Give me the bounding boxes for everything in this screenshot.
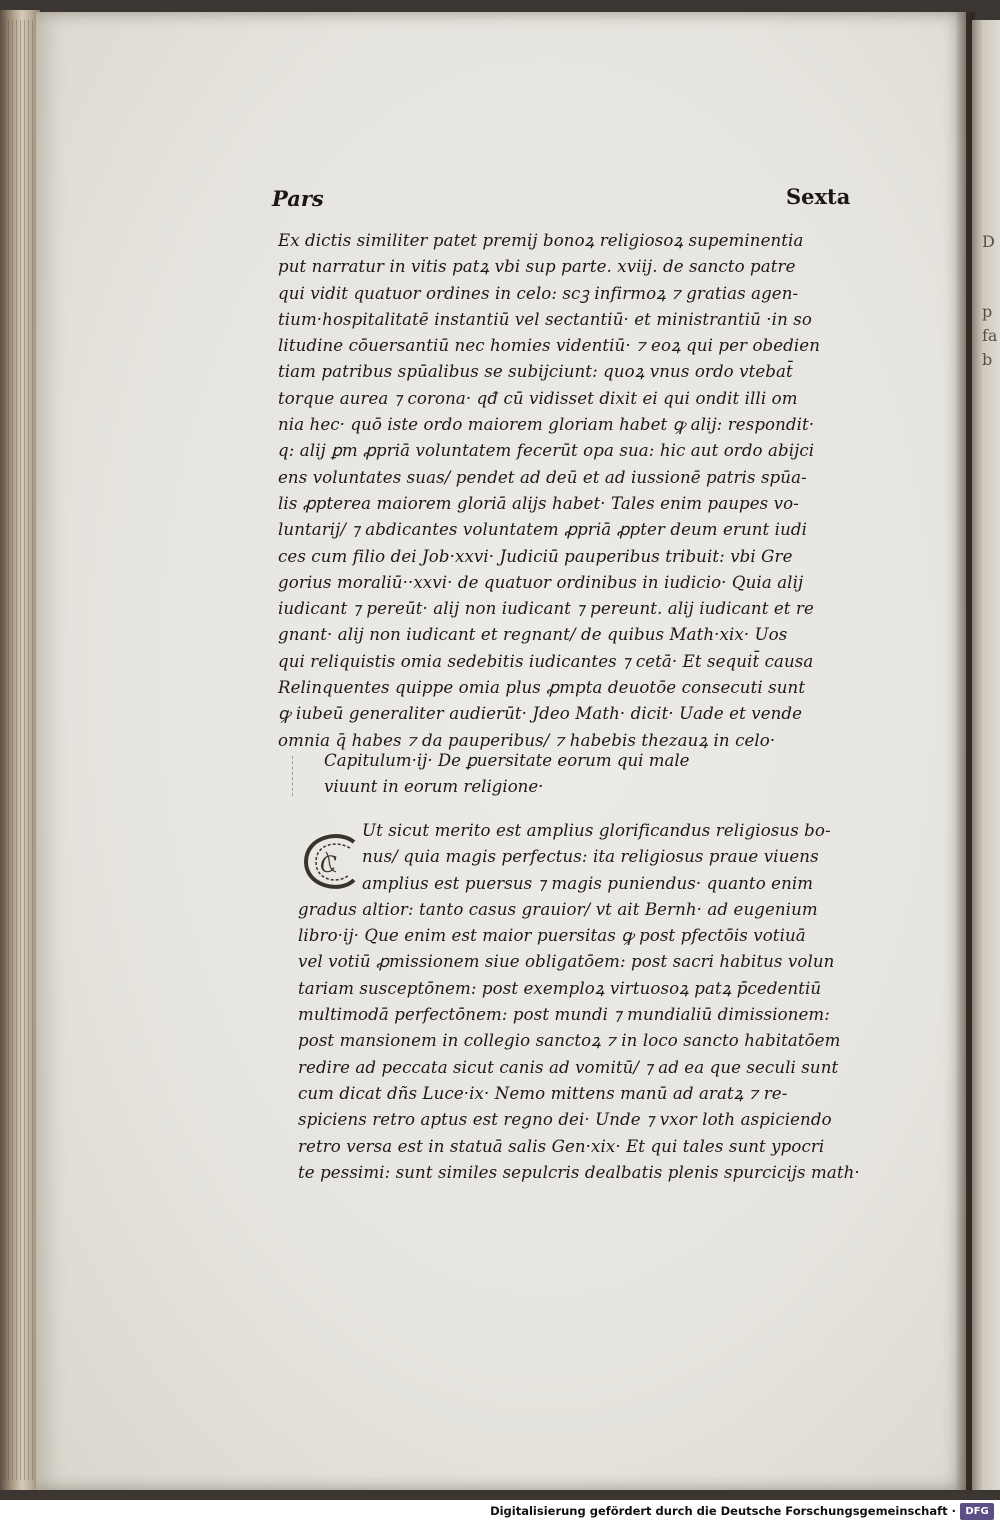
text-line: te pessimi: sunt similes sepulcris dealbatis plenis spurcicijs math·	[298, 1162, 860, 1182]
text-line: vel votiū ꝓmissionem siue obligatōem: post sacri habitus volun	[298, 952, 835, 972]
dfg-logo: DFG	[960, 1503, 994, 1520]
text-line: libro·ij· Que enim est maior puersitas ꝙ post pfectōis votiuā	[298, 926, 806, 946]
text-line: nia hec· quō iste ordo maiorem gloriam habet ꝙ alij: respondit·	[278, 415, 815, 435]
text-line: Ex dictis similiter patet premij bonoꝝ religiosoꝝ supeminentia	[278, 231, 804, 250]
text-line: amplius est puersus ⁊ magis puniendus· quanto enim	[362, 873, 814, 893]
initial-letter: C	[320, 853, 337, 878]
chapter-heading	[324, 748, 844, 800]
facing-page-letter: b	[982, 350, 993, 369]
text-line: tium·hospitalitatē instantiū vel sectantiū· et ministrantiū ·in so	[278, 309, 812, 329]
facing-page-letter: p	[982, 302, 993, 321]
chapter-title-line: Capitulum·ij· De ꝑuersitate eorum qui male	[324, 751, 690, 770]
footer-credit: Digitalisierung gefördert durch die Deutsche Forschungsgemeinschaft ·	[490, 1504, 956, 1518]
text-line: lis ꝓpterea maiorem gloriā alijs habet· Tales enim paupes vo-	[278, 493, 799, 513]
text-line: torque aurea ⁊ corona· qđ cū vidisset dixit ei qui ondit illi om	[278, 388, 798, 408]
running-head-left: Pars	[272, 186, 324, 211]
text-line: qui vidit quatuor ordines in celo: scꝫ infirmoꝝ ⁊ gratias agen-	[278, 283, 799, 303]
text-line: qui reliquistis omia sedebitis iudicantes ⁊ cetā· Et sequit̄ causa	[278, 651, 814, 671]
paragraph-1	[278, 228, 864, 754]
text-line: Ut sicut merito est amplius glorificandus religiosus bo-	[362, 821, 831, 840]
text-line: post mansionem in collegio sanctoꝝ ⁊ in loco sancto habitatōem	[298, 1031, 841, 1051]
text-line: luntarij/ ⁊ abdicantes voluntatem ꝓpriā ꝓpter deum erunt iudi	[278, 520, 807, 540]
facing-page-letter: fa	[982, 326, 998, 345]
running-head-right: Sexta	[786, 184, 851, 209]
text-line: multimodā perfectōnem: post mundi ⁊ mundialiū dimissionem:	[298, 1005, 830, 1025]
text-line: ꝙ iubeū generaliter audierūt· Jdeo Math· dicit· Uade et vende	[278, 704, 803, 724]
text-line: tiam patribus spūalibus se subijciunt: quoꝝ vnus ordo vtebat̄	[278, 362, 793, 382]
paragraph-2	[278, 818, 864, 1186]
text-line: q: alij ꝑm ꝓpriā voluntatem fecerūt opa sua: hic aut ordo abijci	[278, 441, 815, 461]
text-line: gorius moraliū··xxvi· de quatuor ordinibus in iudicio· Quia alij	[278, 572, 804, 592]
chapter-title-line: viuunt in eorum religione·	[324, 777, 544, 796]
text-line: gradus altior: tanto casus grauior/ vt ait Bernh· ad eugenium	[298, 899, 818, 919]
text-line: tariam susceptōnem: post exemploꝝ virtuosoꝝ patꝝ p̄cedentiū	[298, 978, 822, 998]
text-line: retro versa est in statuā salis Gen·xix· Et qui tales sunt ypocri	[298, 1136, 825, 1156]
page-edges	[4, 20, 34, 1480]
text-line: spiciens retro aptus est regno dei· Unde ⁊ vxor loth aspiciendo	[298, 1110, 832, 1130]
text-line: iudicant ⁊ pereūt· alij non iudicant ⁊ pereunt. alij iudicant et re	[278, 599, 814, 619]
text-line: put narratur in vitis patꝝ vbi sup parte. xviij. de sancto patre	[278, 257, 796, 277]
facing-page-letter: D	[982, 232, 995, 251]
text-line: nus/ quia magis perfectus: ita religiosus praue viuens	[362, 847, 819, 867]
text-line: ens voluntates suas/ pendet ad deū et ad iussionē patris spūa-	[278, 467, 807, 487]
facing-page-edge	[972, 20, 1000, 1490]
text-line: cum dicat dñs Luce·ix· Nemo mittens manū ad aratꝝ ⁊ re-	[298, 1083, 788, 1103]
text-line: litudine cōuersantiū nec homies videntiū· ⁊ eoꝝ qui per obedien	[278, 336, 821, 356]
text-line: ces cum filio dei Job·xxvi· Judiciū pauperibus tribuit: vbi Gre	[278, 546, 793, 566]
text-line: redire ad peccata sicut canis ad vomitū/ ⁊ ad ea que seculi sunt	[298, 1057, 839, 1077]
marginal-mark	[292, 756, 307, 796]
text-line: omnia q̄ habes ⁊ da pauperibus/ ⁊ habebis thezauꝝ in celo·	[278, 730, 776, 750]
text-line: gnant· alij non iudicant et regnant/ de quibus Math·xix· Uos	[278, 625, 788, 645]
text-line: Relinquentes quippe omia plus ꝓmpta deuotōe consecuti sunt	[278, 678, 806, 698]
